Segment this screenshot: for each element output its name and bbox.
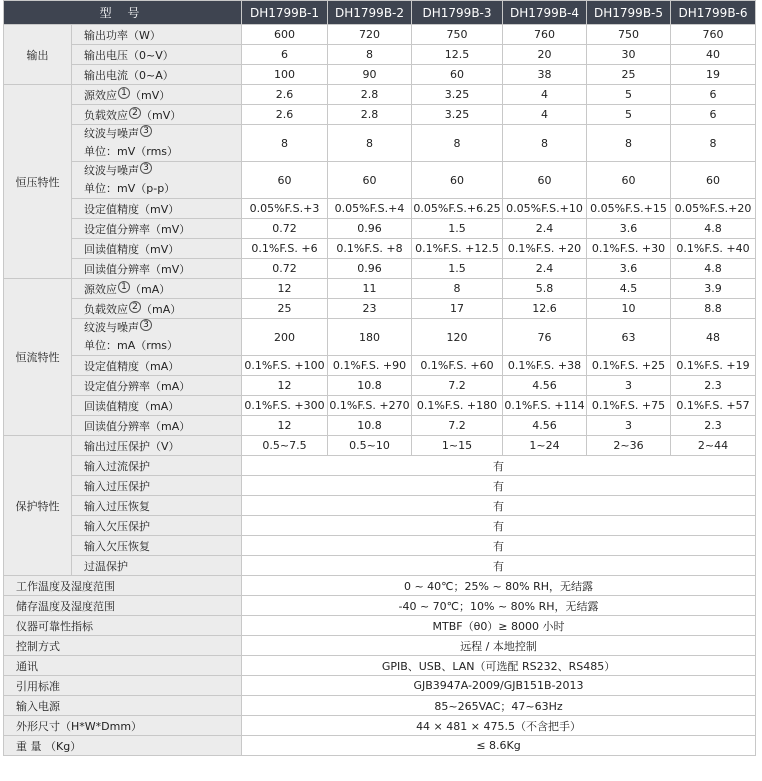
footnote-mark: 3 (140, 319, 152, 331)
param-text: 纹波与噪声 (84, 127, 139, 140)
cell-value: 25 (587, 65, 671, 85)
cell-value: 3.25 (412, 105, 503, 125)
cell-value: 3 (587, 376, 671, 396)
cell-value: 7.2 (412, 416, 503, 436)
cell-value: 0.1%F.S. +60 (412, 356, 503, 376)
param-label (72, 299, 242, 319)
table-row (4, 456, 756, 476)
table-row (4, 199, 756, 219)
footnote-mark: 2 (129, 107, 141, 119)
param-text: 纹波与噪声 (84, 321, 139, 334)
cell-value: 180 (328, 319, 412, 356)
group-cv: 恒压特性 (4, 85, 72, 279)
param-text: 纹波与噪声 (84, 164, 139, 177)
table-row (4, 556, 756, 576)
cell-value: 12.5 (412, 45, 503, 65)
cell-value: 750 (587, 25, 671, 45)
spec-value: 远程 / 本地控制 (242, 636, 756, 656)
cell-value: 3.6 (587, 259, 671, 279)
cell-value: 2.8 (328, 105, 412, 125)
cell-value: 2.4 (503, 219, 587, 239)
param-label: 输入过压恢复 (72, 496, 242, 516)
spec-label: 输入电源 (4, 696, 242, 716)
spec-value: -40 ~ 70℃；10% ~ 80% RH，无结露 (242, 596, 756, 616)
spec-label: 工作温度及湿度范围 (4, 576, 242, 596)
table-row (4, 319, 756, 356)
param-label (72, 279, 242, 299)
param-unit: （mV） (130, 88, 171, 102)
model-label: 型 号 (4, 1, 242, 25)
cell-value: 4 (503, 85, 587, 105)
table-row (4, 162, 756, 199)
footnote-mark: 1 (118, 281, 130, 293)
param-label: 设定值分辨率（mA） (72, 376, 242, 396)
table-row (4, 125, 756, 162)
cell-value: 0.1%F.S. +20 (503, 239, 587, 259)
cell-value: 8.8 (671, 299, 756, 319)
cell-value: 0.96 (328, 219, 412, 239)
param-label: 输入过流保护 (72, 456, 242, 476)
cell-value: 1~24 (503, 436, 587, 456)
cell-value: 0.05%F.S.+20 (671, 199, 756, 219)
cell-value: 60 (328, 162, 412, 199)
cell-value: 5 (587, 105, 671, 125)
cell-value: 0.5~7.5 (242, 436, 328, 456)
cell-value: 0.1%F.S. +100 (242, 356, 328, 376)
param-label (72, 162, 242, 199)
cell-value: 38 (503, 65, 587, 85)
table-row (4, 416, 756, 436)
cell-value: 1.5 (412, 219, 503, 239)
footnote-mark: 2 (129, 301, 141, 313)
cell-value: 76 (503, 319, 587, 356)
param-text: 负载效应 (84, 302, 128, 316)
cell-value: 2~36 (587, 436, 671, 456)
cell-value: 0.1%F.S. +180 (412, 396, 503, 416)
param-unit: 单位：mA（rms） (84, 339, 179, 352)
cell-value: 2~44 (671, 436, 756, 456)
model-name: DH1799B-5 (587, 1, 671, 25)
table-row (4, 676, 756, 696)
cell-value: 10.8 (328, 376, 412, 396)
param-unit: 单位：mV（p-p） (84, 182, 176, 195)
spec-sheet (3, 0, 759, 756)
cell-value: 30 (587, 45, 671, 65)
spec-value: GJB3947A-2009/GJB151B-2013 (242, 676, 756, 696)
cell-value: 3.6 (587, 219, 671, 239)
cell-value: 有 (242, 536, 756, 556)
cell-value: 8 (328, 45, 412, 65)
param-label (72, 319, 242, 356)
spec-value: ≤ 8.6Kg (242, 736, 756, 756)
spec-label: 外形尺寸（H*W*Dmm） (4, 716, 242, 736)
param-label (72, 85, 242, 105)
cell-value: 100 (242, 65, 328, 85)
table-row (4, 396, 756, 416)
cell-value: 8 (242, 125, 328, 162)
cell-value: 0.05%F.S.+6.25 (412, 199, 503, 219)
spec-label: 通讯 (4, 656, 242, 676)
param-label: 设定值精度（mA） (72, 356, 242, 376)
cell-value: 3.9 (671, 279, 756, 299)
cell-value: 600 (242, 25, 328, 45)
cell-value: 0.1%F.S. +270 (328, 396, 412, 416)
param-label: 过温保护 (72, 556, 242, 576)
cell-value: 0.1%F.S. +8 (328, 239, 412, 259)
cell-value: 3 (587, 416, 671, 436)
cell-value: 720 (328, 25, 412, 45)
cell-value: 6 (671, 105, 756, 125)
cell-value: 有 (242, 456, 756, 476)
model-name: DH1799B-3 (412, 1, 503, 25)
cell-value: 10 (587, 299, 671, 319)
spec-label: 控制方式 (4, 636, 242, 656)
group-cc: 恒流特性 (4, 279, 72, 436)
cell-value: 8 (412, 279, 503, 299)
param-label: 输出功率（W） (72, 25, 242, 45)
param-unit: （mV） (141, 108, 182, 122)
param-label (72, 105, 242, 125)
param-label: 输出电压（0~V） (72, 45, 242, 65)
cell-value: 1~15 (412, 436, 503, 456)
table-row (4, 736, 756, 756)
cell-value: 760 (503, 25, 587, 45)
param-label: 输出电流（0~A） (72, 65, 242, 85)
cell-value: 0.72 (242, 259, 328, 279)
table-row (4, 596, 756, 616)
cell-value: 6 (242, 45, 328, 65)
cell-value: 60 (242, 162, 328, 199)
cell-value: 2.3 (671, 416, 756, 436)
spec-value: 0 ~ 40℃；25% ~ 80% RH，无结露 (242, 576, 756, 596)
cell-value: 0.1%F.S. +75 (587, 396, 671, 416)
cell-value: 60 (671, 162, 756, 199)
cell-value: 60 (503, 162, 587, 199)
cell-value: 200 (242, 319, 328, 356)
cell-value: 17 (412, 299, 503, 319)
model-name: DH1799B-6 (671, 1, 756, 25)
param-label: 回读值精度（mA） (72, 396, 242, 416)
cell-value: 5.8 (503, 279, 587, 299)
cell-value: 2.4 (503, 259, 587, 279)
table-row (4, 516, 756, 536)
cell-value: 6 (671, 85, 756, 105)
cell-value: 120 (412, 319, 503, 356)
param-label: 设定值分辨率（mV） (72, 219, 242, 239)
cell-value: 8 (587, 125, 671, 162)
cell-value: 有 (242, 516, 756, 536)
table-row (4, 279, 756, 299)
table-row (4, 536, 756, 556)
table-row (4, 105, 756, 125)
cell-value: 8 (671, 125, 756, 162)
table-row (4, 376, 756, 396)
cell-value: 760 (671, 25, 756, 45)
cell-value: 12 (242, 279, 328, 299)
cell-value: 0.1%F.S. +300 (242, 396, 328, 416)
cell-value: 0.1%F.S. +90 (328, 356, 412, 376)
cell-value: 0.96 (328, 259, 412, 279)
cell-value: 0.1%F.S. +12.5 (412, 239, 503, 259)
cell-value: 8 (503, 125, 587, 162)
cell-value: 19 (671, 65, 756, 85)
spec-value: 44 × 481 × 475.5（不含把手） (242, 716, 756, 736)
param-label: 回读值分辨率（mA） (72, 416, 242, 436)
cell-value: 60 (412, 162, 503, 199)
param-label: 回读值分辨率（mV） (72, 259, 242, 279)
param-label: 设定值精度（mV） (72, 199, 242, 219)
cell-value: 4 (503, 105, 587, 125)
cell-value: 2.3 (671, 376, 756, 396)
cell-value: 4.8 (671, 259, 756, 279)
table-row (4, 25, 756, 45)
table-row (4, 716, 756, 736)
cell-value: 90 (328, 65, 412, 85)
model-name: DH1799B-2 (328, 1, 412, 25)
cell-value: 0.1%F.S. +19 (671, 356, 756, 376)
model-name: DH1799B-1 (242, 1, 328, 25)
param-label: 输出过压保护（V） (72, 436, 242, 456)
footnote-mark: 1 (118, 87, 130, 99)
footnote-mark: 3 (140, 125, 152, 137)
cell-value: 4.5 (587, 279, 671, 299)
cell-value: 8 (328, 125, 412, 162)
table-row (4, 636, 756, 656)
spec-label: 储存温度及湿度范围 (4, 596, 242, 616)
spec-label: 仪器可靠性指标 (4, 616, 242, 636)
cell-value: 63 (587, 319, 671, 356)
header-row (4, 1, 756, 25)
table-row (4, 85, 756, 105)
cell-value: 2.6 (242, 105, 328, 125)
spec-table (3, 0, 756, 756)
table-row (4, 219, 756, 239)
cell-value: 0.05%F.S.+3 (242, 199, 328, 219)
table-row (4, 576, 756, 596)
spec-value: MTBF（θ0）≥ 8000 小时 (242, 616, 756, 636)
table-row (4, 476, 756, 496)
table-row (4, 356, 756, 376)
param-label: 回读值精度（mV） (72, 239, 242, 259)
cell-value: 4.56 (503, 376, 587, 396)
table-row (4, 239, 756, 259)
table-row (4, 259, 756, 279)
cell-value: 0.1%F.S. +57 (671, 396, 756, 416)
param-label: 输入欠压保护 (72, 516, 242, 536)
spec-label: 重 量 （Kg） (4, 736, 242, 756)
cell-value: 40 (671, 45, 756, 65)
cell-value: 0.1%F.S. +25 (587, 356, 671, 376)
param-text: 负载效应 (84, 108, 128, 122)
param-text: 源效应 (84, 88, 117, 102)
cell-value: 60 (587, 162, 671, 199)
cell-value: 12 (242, 376, 328, 396)
cell-value: 25 (242, 299, 328, 319)
cell-value: 0.5~10 (328, 436, 412, 456)
cell-value: 60 (412, 65, 503, 85)
cell-value: 0.05%F.S.+15 (587, 199, 671, 219)
cell-value: 2.8 (328, 85, 412, 105)
param-label: 输入欠压恢复 (72, 536, 242, 556)
cell-value: 8 (412, 125, 503, 162)
model-name: DH1799B-4 (503, 1, 587, 25)
cell-value: 7.2 (412, 376, 503, 396)
cell-value: 48 (671, 319, 756, 356)
group-protection: 保护特性 (4, 436, 72, 576)
param-unit: 单位：mV（rms） (84, 145, 179, 158)
param-unit: （mA） (130, 282, 171, 296)
cell-value: 2.6 (242, 85, 328, 105)
footnote-mark: 3 (140, 162, 152, 174)
cell-value: 750 (412, 25, 503, 45)
cell-value: 有 (242, 476, 756, 496)
cell-value: 12 (242, 416, 328, 436)
group-output: 输出 (4, 25, 72, 85)
table-row (4, 656, 756, 676)
cell-value: 12.6 (503, 299, 587, 319)
table-row (4, 696, 756, 716)
param-label: 输入过压保护 (72, 476, 242, 496)
cell-value: 0.1%F.S. +114 (503, 396, 587, 416)
param-label (72, 125, 242, 162)
cell-value: 0.1%F.S. +6 (242, 239, 328, 259)
table-row (4, 436, 756, 456)
cell-value: 20 (503, 45, 587, 65)
cell-value: 有 (242, 556, 756, 576)
cell-value: 0.05%F.S.+4 (328, 199, 412, 219)
cell-value: 0.72 (242, 219, 328, 239)
param-text: 源效应 (84, 282, 117, 296)
spec-label: 引用标准 (4, 676, 242, 696)
spec-value: GPIB、USB、LAN（可选配 RS232、RS485） (242, 656, 756, 676)
cell-value: 3.25 (412, 85, 503, 105)
cell-value: 0.1%F.S. +40 (671, 239, 756, 259)
cell-value: 有 (242, 496, 756, 516)
cell-value: 23 (328, 299, 412, 319)
param-unit: （mA） (141, 302, 182, 316)
cell-value: 4.56 (503, 416, 587, 436)
table-row (4, 616, 756, 636)
cell-value: 10.8 (328, 416, 412, 436)
spec-value: 85~265VAC；47~63Hz (242, 696, 756, 716)
cell-value: 4.8 (671, 219, 756, 239)
table-row (4, 45, 756, 65)
cell-value: 0.1%F.S. +38 (503, 356, 587, 376)
cell-value: 1.5 (412, 259, 503, 279)
table-row (4, 496, 756, 516)
cell-value: 5 (587, 85, 671, 105)
cell-value: 11 (328, 279, 412, 299)
cell-value: 0.05%F.S.+10 (503, 199, 587, 219)
cell-value: 0.1%F.S. +30 (587, 239, 671, 259)
table-row (4, 299, 756, 319)
table-row (4, 65, 756, 85)
